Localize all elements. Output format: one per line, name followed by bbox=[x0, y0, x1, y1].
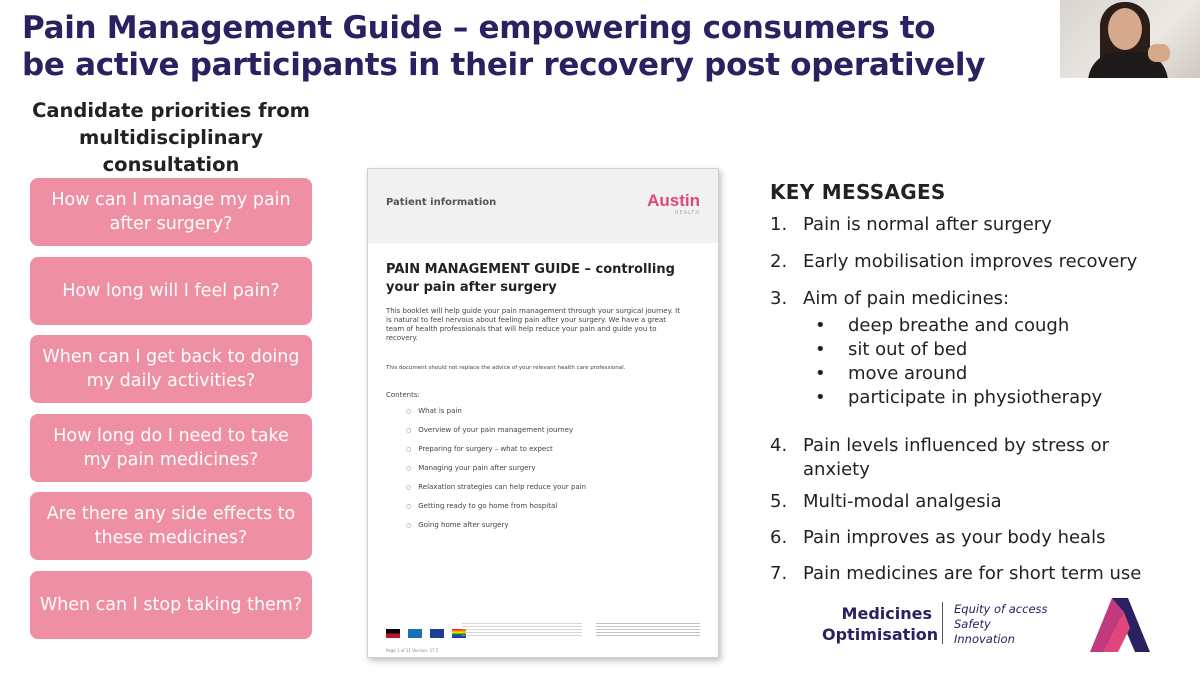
branding-values bbox=[954, 602, 1048, 647]
aim-bullet-item: • participate in physiotherapy bbox=[815, 387, 1103, 408]
austin-health-logo: Austin bbox=[647, 191, 700, 210]
document-title: PAIN MANAGEMENT GUIDE – controlling your pain after surgery bbox=[386, 262, 675, 295]
medicines-optimisation-line-1: Medicines bbox=[841, 604, 932, 623]
aim-bullet-item: • sit out of bed bbox=[815, 339, 968, 360]
question-card: How long will I feel pain? bbox=[30, 257, 312, 325]
key-message-item: 4. Pain levels influenced by stress or anxiety bbox=[770, 435, 1110, 480]
austin-health-logo-sub: HEALTH bbox=[674, 210, 700, 216]
branding-value: Safety bbox=[954, 617, 991, 631]
presenter-hand bbox=[1148, 44, 1170, 62]
question-card: When can I stop taking them? bbox=[30, 571, 312, 639]
question-card: How long do I need to take my pain medicines? bbox=[30, 414, 312, 482]
document-footer bbox=[386, 623, 700, 653]
document-contents-label: Contents: bbox=[386, 391, 420, 399]
contents-item: ○ Overview of your pain management journey bbox=[406, 426, 586, 445]
presenter-video bbox=[1060, 0, 1200, 78]
contents-item: ○ Relaxation strategies can help reduce your pain bbox=[406, 483, 586, 502]
patient-info-document bbox=[367, 168, 719, 658]
aboriginal-flag-icon bbox=[386, 629, 400, 638]
key-message-item: 2. Early mobilisation improves recovery bbox=[770, 251, 1138, 272]
contents-item: ○ Preparing for surgery – what to expect bbox=[406, 445, 586, 464]
document-disclaimer: This document should not replace the advice of your relevant health care professional. bbox=[386, 365, 626, 371]
key-messages-heading: KEY MESSAGES bbox=[770, 180, 946, 204]
key-message-item: 6. Pain improves as your body heals bbox=[770, 527, 1106, 548]
page-footer: Page 1 of 11 Version: 17.2 bbox=[386, 648, 439, 653]
key-message-item: 5. Multi-modal analgesia bbox=[770, 491, 1002, 512]
contents-item: ○ Going home after surgery bbox=[406, 521, 586, 540]
question-card: How can I manage my pain after surgery? bbox=[30, 178, 312, 246]
question-card: Are there any side effects to these medicines? bbox=[30, 492, 312, 560]
presenter-face bbox=[1108, 8, 1142, 50]
slide-title-line-2: be active participants in their recovery post operatively bbox=[22, 47, 986, 83]
question-card: When can I get back to doing my daily activities? bbox=[30, 335, 312, 403]
contents-item: ○ Managing your pain after surgery bbox=[406, 464, 586, 483]
document-header-label: Patient information bbox=[386, 197, 497, 208]
branding-divider bbox=[942, 602, 943, 644]
aim-bullet-item: • deep breathe and cough bbox=[815, 315, 1070, 336]
acknowledgement-text bbox=[462, 623, 582, 637]
aim-bullet-item: • move around bbox=[815, 363, 968, 384]
key-message-item: 7. Pain medicines are for short term use bbox=[770, 563, 1142, 584]
torres-strait-flag-icon bbox=[408, 629, 422, 638]
australian-flag-icon bbox=[430, 629, 444, 638]
document-contents-list bbox=[406, 407, 586, 540]
austin-a-logo-icon bbox=[1090, 598, 1150, 652]
medicines-optimisation-label bbox=[822, 603, 939, 645]
contents-item: ○ Getting ready to go home from hospital bbox=[406, 502, 586, 521]
priorities-heading: Candidate priorities from multidisciplinary consultation bbox=[32, 99, 310, 176]
medicines-optimisation-line-2: Optimisation bbox=[822, 625, 939, 644]
contents-item: ○ What is pain bbox=[406, 407, 586, 426]
document-intro: This booklet will help guide your pain management through your surgical journey. It is natural to feel nervous about feeling pain after your surgery. We have a great team of health professionals that will help reduce your pain and guide you to recovery. bbox=[386, 307, 680, 342]
branding-value: Innovation bbox=[954, 632, 1015, 646]
contact-details bbox=[596, 623, 700, 637]
slide-title-line-1: Pain Management Guide – empowering consumers to bbox=[22, 10, 936, 46]
branding-value: Equity of access bbox=[954, 602, 1048, 616]
key-message-item: 1. Pain is normal after surgery bbox=[770, 214, 1052, 235]
slide-title bbox=[22, 10, 1042, 84]
key-message-item: 3. Aim of pain medicines: bbox=[770, 288, 1010, 309]
